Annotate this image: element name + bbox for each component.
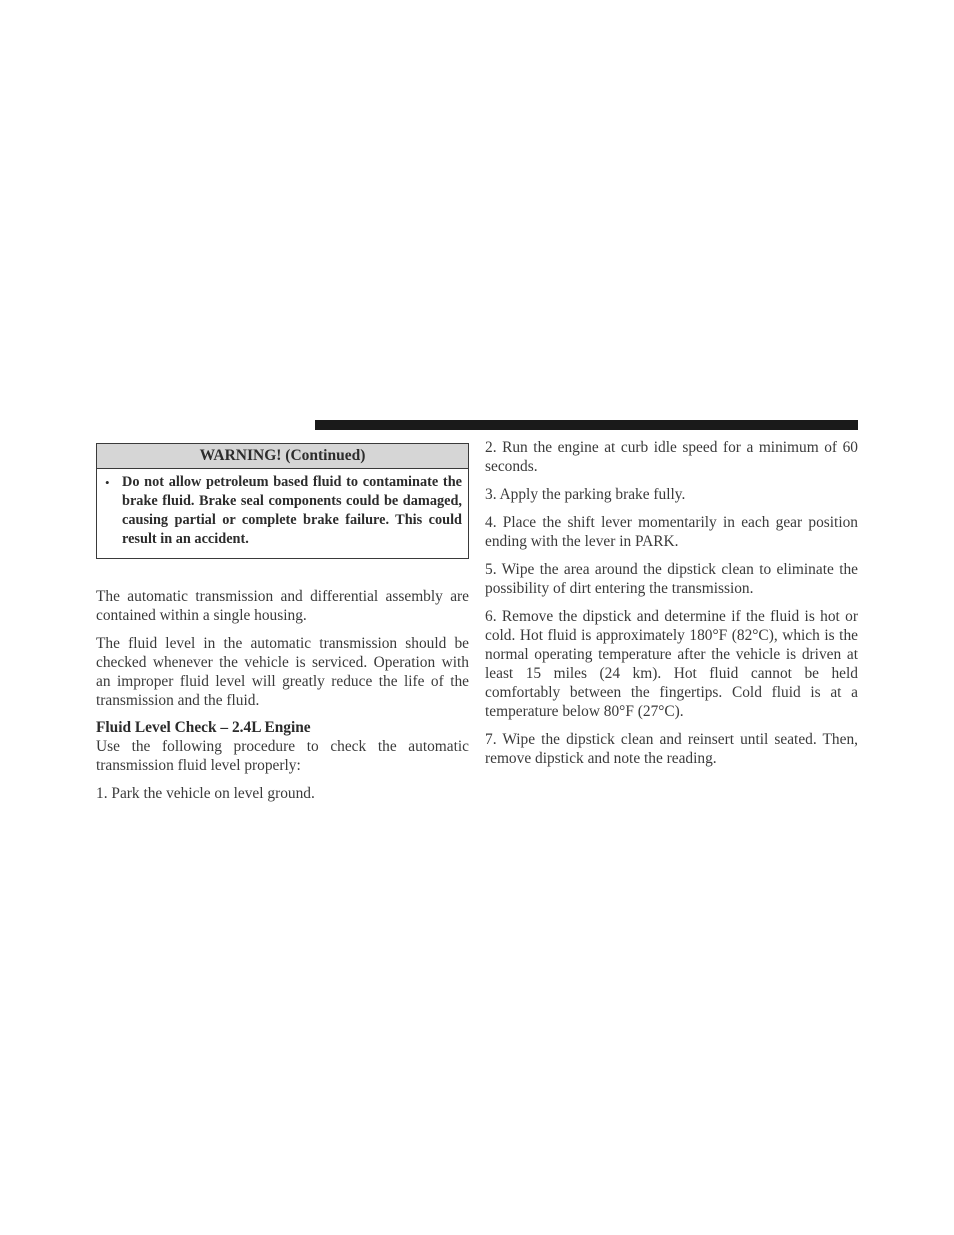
warning-box: [96, 443, 469, 559]
bullet-icon: •: [105, 475, 110, 490]
subheading-fluid-level-check: Fluid Level Check – 2.4L Engine: [96, 719, 311, 736]
step-6: 6. Remove the dipstick and determine if the fluid is hot or cold. Hot fluid is approximately 180°F (82°C), which is the normal operating temperature after the vehicle is driven at least 15 miles (24 km). Hot fluid cannot be held comfortably between the fingertips. Cold fluid is at a temperature below 80°F (27°C).: [485, 608, 858, 720]
step-2: 2. Run the engine at curb idle speed for a minimum of 60 seconds.: [485, 439, 858, 475]
paragraph-fluid-level: The fluid level in the automatic transmission should be checked whenever the vehicle is serviced. Operation with an improper fluid level will greatly reduce the life of the transmission and the fluid.: [96, 635, 469, 709]
step-3: 3. Apply the parking brake fully.: [485, 486, 686, 503]
left-column: [96, 443, 469, 803]
paragraph-procedure-intro: Use the following procedure to check the automatic transmission fluid level properly:: [96, 738, 469, 774]
warning-body: [97, 469, 468, 558]
step-1: 1. Park the vehicle on level ground.: [96, 785, 315, 802]
warning-text: Do not allow petroleum based fluid to contaminate the brake fluid. Brake seal components could be damaged, causing partial or complete brake failure. This could result in an accident.: [122, 474, 462, 547]
warning-title: WARNING! (Continued): [97, 444, 468, 469]
step-5: 5. Wipe the area around the dipstick clean to eliminate the possibility of dirt entering the transmission.: [485, 561, 858, 597]
step-7: 7. Wipe the dipstick clean and reinsert until seated. Then, remove dipstick and note the reading.: [485, 731, 858, 767]
paragraph-transmission-housing: The automatic transmission and differential assembly are contained within a single housing.: [96, 588, 469, 624]
right-column: [485, 438, 858, 768]
step-4: 4. Place the shift lever momentarily in each gear position ending with the lever in PARK.: [485, 514, 858, 550]
section-header-bar: [315, 420, 858, 430]
